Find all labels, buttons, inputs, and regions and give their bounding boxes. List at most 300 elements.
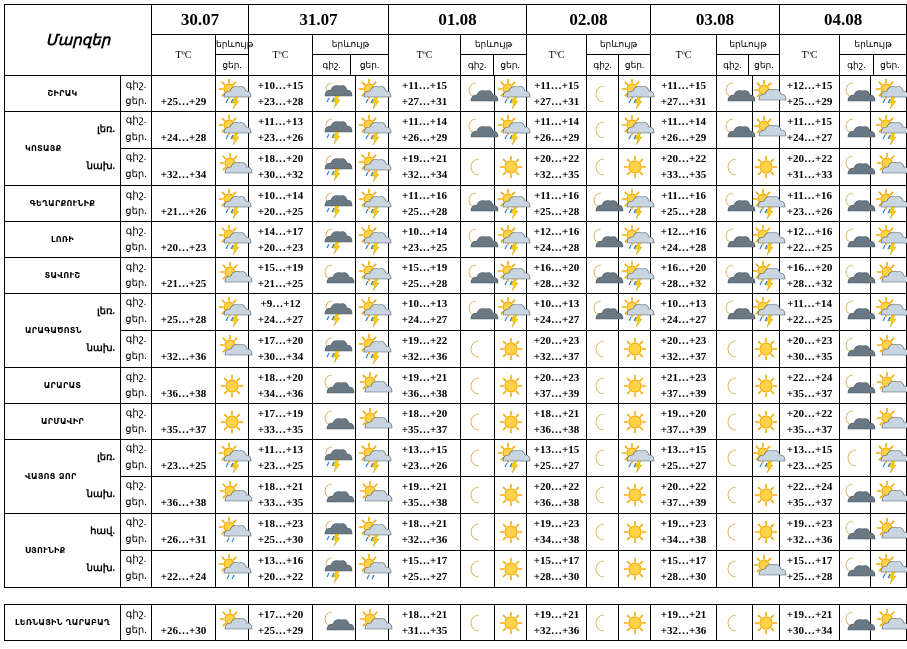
region-name: ՇԻՐԱԿ bbox=[5, 76, 121, 112]
sun-cloud-storm-icon bbox=[876, 227, 902, 253]
sun-icon bbox=[622, 154, 648, 180]
weather-night bbox=[313, 440, 356, 477]
temp-range: +11…+16 +25…+28 bbox=[389, 186, 461, 222]
weather-cell bbox=[216, 368, 249, 404]
temp-range: +11…+14 +22…+25 bbox=[780, 294, 840, 331]
weather-day bbox=[495, 440, 527, 477]
sun-cloud-storm-icon bbox=[753, 227, 779, 253]
moon-icon bbox=[590, 409, 616, 435]
moon-icon bbox=[465, 519, 491, 545]
weather-day bbox=[356, 258, 389, 294]
weather-night bbox=[840, 222, 871, 258]
weather-day bbox=[356, 404, 389, 440]
night-label: գիշ. bbox=[125, 517, 147, 528]
sun-cloud-storm-icon bbox=[219, 227, 245, 253]
moon-icon bbox=[465, 409, 491, 435]
weather-night bbox=[717, 551, 753, 588]
moon-cloud-icon bbox=[842, 154, 868, 180]
weather-night bbox=[461, 186, 495, 222]
sun-icon bbox=[219, 409, 245, 435]
temp-range: +11…+14 +26…+29 bbox=[651, 112, 717, 149]
weather-day bbox=[871, 294, 907, 331]
weather-night bbox=[717, 368, 753, 404]
events-header: երևույթ գիշ. ցեր. bbox=[840, 35, 907, 76]
weather-day bbox=[753, 294, 780, 331]
sun-cloud-icon bbox=[876, 373, 902, 399]
sun-icon bbox=[622, 519, 648, 545]
weather-cell bbox=[216, 477, 249, 514]
region-name: ՍՅՈՒՆԻՔ bbox=[5, 514, 121, 588]
moon-icon bbox=[465, 610, 491, 636]
weather-day bbox=[871, 149, 907, 186]
temp-range: +11…+13 +23…+26 bbox=[249, 112, 313, 149]
time-of-day bbox=[86, 331, 152, 368]
moon-cloud-icon bbox=[321, 482, 347, 508]
weather-day bbox=[356, 440, 389, 477]
sun-cloud-icon bbox=[876, 154, 902, 180]
weather-cell bbox=[216, 76, 249, 112]
sun-cloud-icon bbox=[876, 263, 902, 289]
temp-range: +20…+23 +32…+37 bbox=[527, 331, 587, 368]
sun-cloud-storm-icon bbox=[498, 191, 524, 217]
weather-cell bbox=[216, 112, 249, 149]
moon-cloud-storm-icon bbox=[321, 81, 347, 107]
weather-day bbox=[356, 477, 389, 514]
moon-icon bbox=[590, 445, 616, 471]
weather-cell bbox=[216, 551, 249, 588]
weather-night bbox=[587, 186, 619, 222]
weather-night bbox=[313, 404, 356, 440]
time-of-day bbox=[86, 149, 152, 186]
temp-day: +20…+23 bbox=[152, 222, 216, 258]
sun-cloud-storm-icon bbox=[219, 117, 245, 143]
weather-night bbox=[461, 294, 495, 331]
events-header: երևույթ ցեր. bbox=[216, 35, 249, 76]
night-label: գիշ. bbox=[313, 55, 351, 75]
weather-night bbox=[587, 222, 619, 258]
weather-night bbox=[717, 514, 753, 551]
temp-day: +24…+28 bbox=[152, 112, 216, 149]
weather-night bbox=[840, 331, 871, 368]
temp-range: +20…+22 +31…+33 bbox=[780, 149, 840, 186]
weather-night bbox=[587, 514, 619, 551]
temp-header: TºC bbox=[527, 35, 587, 76]
weather-day bbox=[871, 514, 907, 551]
weather-day bbox=[495, 112, 527, 149]
weather-night bbox=[587, 331, 619, 368]
moon-icon bbox=[465, 482, 491, 508]
weather-night bbox=[717, 112, 753, 149]
weather-day bbox=[753, 112, 780, 149]
temp-range: +9…+12 +24…+27 bbox=[249, 294, 313, 331]
sun-icon bbox=[753, 373, 779, 399]
region-name: ԱՐԱԳԱԾՈՏՆ bbox=[5, 294, 121, 368]
weather-night bbox=[587, 149, 619, 186]
temp-range: +17…+19 +33…+35 bbox=[249, 404, 313, 440]
time-of-day bbox=[121, 258, 152, 294]
sun-cloud-storm-icon bbox=[498, 227, 524, 253]
sun-cloud-storm-icon bbox=[359, 263, 385, 289]
temp-header: TºC bbox=[389, 35, 461, 76]
temp-range: +18…+21 +32…+36 bbox=[389, 514, 461, 551]
temp-range: +11…+14 +26…+29 bbox=[389, 112, 461, 149]
day-label: ցեր. bbox=[125, 277, 147, 289]
sun-cloud-storm-icon bbox=[219, 299, 245, 325]
moon-icon bbox=[842, 445, 868, 471]
weather-night bbox=[461, 551, 495, 588]
temp-range: +20…+23 +30…+35 bbox=[780, 331, 840, 368]
forecast-table bbox=[4, 4, 907, 588]
weather-day bbox=[619, 149, 651, 186]
moon-cloud-storm-icon bbox=[321, 336, 347, 362]
sun-cloud-storm-icon bbox=[876, 556, 902, 582]
temp-range: +10…+14 +20…+25 bbox=[249, 186, 313, 222]
sun-cloud-storm-icon bbox=[622, 299, 648, 325]
weather-night bbox=[313, 112, 356, 149]
table-row bbox=[5, 440, 907, 477]
day-label: ցեր. bbox=[754, 60, 774, 70]
day-label: ցեր. bbox=[125, 314, 147, 325]
weather-night bbox=[461, 477, 495, 514]
weather-night bbox=[717, 331, 753, 368]
weather-night bbox=[840, 112, 871, 149]
weather-day bbox=[871, 404, 907, 440]
sun-icon bbox=[498, 482, 524, 508]
weather-day bbox=[871, 605, 907, 641]
temp-day: +32…+34 bbox=[152, 149, 216, 186]
time-of-day bbox=[121, 222, 152, 258]
weather-cell bbox=[216, 186, 249, 222]
moon-cloud-icon bbox=[842, 482, 868, 508]
day-label: ցեր. bbox=[624, 60, 645, 70]
sun-cloud-storm-icon bbox=[359, 117, 385, 143]
weather-night bbox=[840, 404, 871, 440]
weather-day bbox=[619, 112, 651, 149]
weather-night bbox=[461, 605, 495, 641]
weather-night bbox=[587, 368, 619, 404]
sun-cloud-storm-icon bbox=[359, 191, 385, 217]
time-of-day bbox=[96, 440, 152, 477]
weather-day bbox=[753, 368, 780, 404]
night-label: գիշ. bbox=[717, 55, 749, 75]
sun-cloud-icon bbox=[753, 556, 779, 582]
weather-day bbox=[356, 149, 389, 186]
sun-icon bbox=[753, 336, 779, 362]
weather-night bbox=[313, 605, 356, 641]
sun-icon bbox=[753, 610, 779, 636]
moon-cloud-icon bbox=[842, 556, 868, 582]
temp-range: +18…+21 +33…+35 bbox=[249, 477, 313, 514]
weather-day bbox=[356, 76, 389, 112]
weather-night bbox=[587, 112, 619, 149]
night-label: գիշ. bbox=[461, 55, 494, 75]
night-label: գիշ. bbox=[125, 79, 147, 91]
moon-cloud-icon bbox=[842, 373, 868, 399]
weather-night bbox=[587, 76, 619, 112]
temp-range: +13…+16 +20…+22 bbox=[249, 551, 313, 588]
sun-cloud-rain-icon bbox=[359, 556, 385, 582]
weather-day bbox=[871, 477, 907, 514]
weather-night bbox=[461, 440, 495, 477]
temp-range: +13…+15 +23…+25 bbox=[780, 440, 840, 477]
weather-day bbox=[619, 258, 651, 294]
weather-night bbox=[840, 149, 871, 186]
moon-cloud-icon bbox=[321, 263, 347, 289]
temp-range: +11…+15 +27…+31 bbox=[527, 76, 587, 112]
temp-range: +16…+20 +28…+32 bbox=[780, 258, 840, 294]
weather-night bbox=[840, 368, 871, 404]
night-label: գիշ. bbox=[125, 152, 147, 163]
sun-icon bbox=[753, 154, 779, 180]
weather-day bbox=[495, 149, 527, 186]
moon-icon bbox=[722, 610, 748, 636]
weather-day bbox=[619, 294, 651, 331]
temp-range: +11…+15 +27…+31 bbox=[389, 76, 461, 112]
day-label: ցեր. bbox=[359, 60, 380, 70]
temp-day: +25…+29 bbox=[152, 76, 216, 112]
weather-cell bbox=[216, 149, 249, 186]
weather-day bbox=[619, 331, 651, 368]
moon-cloud-icon bbox=[590, 191, 616, 217]
day-label: ցեր. bbox=[125, 497, 147, 508]
table-row bbox=[5, 477, 907, 514]
temp-range: +17…+20 +30…+34 bbox=[249, 331, 313, 368]
moon-icon bbox=[722, 154, 748, 180]
temp-range: +11…+16 +25…+28 bbox=[527, 186, 587, 222]
moon-cloud-icon bbox=[722, 227, 748, 253]
day-label: ցեր. bbox=[125, 624, 147, 636]
weather-night bbox=[840, 76, 871, 112]
events-header: երևույթ գիշ. ցեր. bbox=[717, 35, 780, 76]
moon-cloud-storm-icon bbox=[321, 191, 347, 217]
date-header: 03.08 bbox=[651, 5, 780, 35]
region-name: ԳԵՂԱՐՔՈՒՆԻՔ bbox=[5, 186, 121, 222]
night-label: գիշ. bbox=[125, 407, 147, 419]
weather-day bbox=[871, 258, 907, 294]
weather-night bbox=[840, 440, 871, 477]
temp-range: +15…+17 +28…+30 bbox=[651, 551, 717, 588]
weather-night bbox=[717, 404, 753, 440]
weather-day bbox=[356, 368, 389, 404]
sun-cloud-storm-icon bbox=[622, 191, 648, 217]
weather-day bbox=[619, 477, 651, 514]
sun-icon bbox=[753, 409, 779, 435]
events-header: երևույթ գիշ. ցեր. bbox=[461, 35, 527, 76]
weather-day bbox=[753, 404, 780, 440]
events-header: երևույթ գիշ. ցեր. bbox=[587, 35, 651, 76]
weather-cell bbox=[216, 514, 249, 551]
temp-range: +19…+21 +32…+34 bbox=[389, 149, 461, 186]
moon-cloud-icon bbox=[722, 81, 748, 107]
weather-night bbox=[313, 551, 356, 588]
weather-night bbox=[461, 514, 495, 551]
sun-cloud-storm-icon bbox=[622, 81, 648, 107]
table-row bbox=[5, 112, 907, 149]
weather-day bbox=[619, 605, 651, 641]
weather-night bbox=[587, 551, 619, 588]
night-label: գիշ. bbox=[125, 261, 147, 273]
weather-night bbox=[313, 368, 356, 404]
time-of-day bbox=[86, 477, 152, 514]
date-header: 30.07 bbox=[152, 5, 249, 35]
day-label: ցեր. bbox=[500, 60, 520, 70]
weather-night bbox=[313, 76, 356, 112]
weather-day bbox=[871, 368, 907, 404]
temp-range: +19…+23 +34…+38 bbox=[651, 514, 717, 551]
weather-night bbox=[717, 186, 753, 222]
temp-range: +11…+13 +23…+25 bbox=[249, 440, 313, 477]
temp-day: +26…+30 bbox=[152, 605, 216, 641]
table-row bbox=[5, 605, 907, 641]
weather-day bbox=[356, 186, 389, 222]
sun-icon bbox=[622, 409, 648, 435]
sun-cloud-icon bbox=[359, 482, 385, 508]
temp-range: +12…+16 +24…+28 bbox=[527, 222, 587, 258]
sun-cloud-icon bbox=[753, 81, 779, 107]
sun-cloud-storm-icon bbox=[622, 263, 648, 289]
weather-night bbox=[717, 222, 753, 258]
sun-cloud-storm-icon bbox=[753, 299, 779, 325]
sun-cloud-rain-icon bbox=[219, 519, 245, 545]
weather-day bbox=[753, 477, 780, 514]
weather-day bbox=[619, 368, 651, 404]
temp-range: +12…+16 +22…+25 bbox=[780, 222, 840, 258]
temp-range: +19…+21 +36…+38 bbox=[389, 368, 461, 404]
moon-icon bbox=[590, 154, 616, 180]
sun-icon bbox=[622, 336, 648, 362]
temp-range: +18…+21 +36…+38 bbox=[527, 404, 587, 440]
temp-range: +13…+15 +25…+27 bbox=[527, 440, 587, 477]
weather-night bbox=[461, 331, 495, 368]
sun-cloud-icon bbox=[876, 610, 902, 636]
temp-range: +18…+20 +35…+37 bbox=[389, 404, 461, 440]
sun-cloud-icon bbox=[219, 336, 245, 362]
temp-range: +20…+22 +36…+38 bbox=[527, 477, 587, 514]
weather-cell bbox=[216, 605, 249, 641]
sun-cloud-icon bbox=[219, 263, 245, 289]
temp-range: +20…+22 +37…+39 bbox=[651, 477, 717, 514]
time-of-day bbox=[96, 294, 152, 331]
weather-day bbox=[619, 76, 651, 112]
region-name: ԱՐԱՐԱՏ bbox=[5, 368, 121, 404]
night-label: գիշ. bbox=[125, 480, 147, 491]
weather-night bbox=[717, 258, 753, 294]
day-label: ցեր. bbox=[125, 423, 147, 435]
weather-day bbox=[619, 404, 651, 440]
temp-range: +20…+22 +32…+35 bbox=[527, 149, 587, 186]
table-row bbox=[5, 258, 907, 294]
temp-day: +21…+25 bbox=[152, 258, 216, 294]
subregion-label: լեռ. bbox=[96, 452, 115, 463]
weather-cell bbox=[216, 258, 249, 294]
sun-icon bbox=[622, 482, 648, 508]
temp-range: +19…+21 +30…+34 bbox=[780, 605, 840, 641]
weather-day bbox=[356, 551, 389, 588]
weather-day bbox=[871, 76, 907, 112]
day-label: ցեր. bbox=[125, 460, 147, 471]
moon-cloud-icon bbox=[590, 299, 616, 325]
weather-night bbox=[461, 368, 495, 404]
weather-night bbox=[840, 605, 871, 641]
sun-cloud-icon bbox=[219, 482, 245, 508]
moon-cloud-storm-icon bbox=[321, 445, 347, 471]
sun-icon bbox=[498, 556, 524, 582]
temp-day: +21…+26 bbox=[152, 186, 216, 222]
weather-night bbox=[840, 551, 871, 588]
subregion-label: նախ. bbox=[86, 563, 115, 574]
day-label: ցեր. bbox=[125, 95, 147, 107]
weather-day bbox=[495, 258, 527, 294]
moon-cloud-icon bbox=[321, 610, 347, 636]
sun-icon bbox=[622, 373, 648, 399]
sun-cloud-storm-icon bbox=[622, 117, 648, 143]
sun-cloud-rain-icon bbox=[219, 556, 245, 582]
moon-icon bbox=[722, 445, 748, 471]
temp-range: +22…+24 +35…+37 bbox=[780, 477, 840, 514]
weather-day bbox=[619, 551, 651, 588]
temp-range: +11…+16 +25…+28 bbox=[651, 186, 717, 222]
moon-cloud-storm-icon bbox=[321, 519, 347, 545]
time-of-day bbox=[121, 404, 152, 440]
weather-night bbox=[717, 149, 753, 186]
table-row bbox=[5, 514, 907, 551]
sun-cloud-storm-icon bbox=[498, 117, 524, 143]
night-label: գիշ. bbox=[125, 554, 147, 565]
moon-icon bbox=[590, 556, 616, 582]
temp-range: +19…+21 +32…+36 bbox=[651, 605, 717, 641]
weather-cell bbox=[216, 331, 249, 368]
temp-range: +20…+22 +33…+35 bbox=[651, 149, 717, 186]
weather-night bbox=[587, 258, 619, 294]
moon-icon bbox=[465, 154, 491, 180]
table-row bbox=[5, 551, 907, 588]
moon-cloud-icon bbox=[842, 117, 868, 143]
moon-cloud-storm-icon bbox=[321, 117, 347, 143]
weather-day bbox=[753, 331, 780, 368]
sun-cloud-storm-icon bbox=[622, 227, 648, 253]
temp-day: +23…+25 bbox=[152, 440, 216, 477]
moon-icon bbox=[590, 373, 616, 399]
moon-cloud-icon bbox=[842, 299, 868, 325]
moon-cloud-icon bbox=[590, 227, 616, 253]
moon-icon bbox=[722, 482, 748, 508]
temp-range: +18…+21 +31…+35 bbox=[389, 605, 461, 641]
weather-day bbox=[495, 368, 527, 404]
sun-cloud-storm-icon bbox=[876, 117, 902, 143]
weather-day bbox=[753, 551, 780, 588]
moon-cloud-icon bbox=[842, 191, 868, 217]
weather-night bbox=[717, 440, 753, 477]
weather-night bbox=[840, 294, 871, 331]
weather-night bbox=[587, 440, 619, 477]
weather-day bbox=[495, 514, 527, 551]
sun-cloud-storm-icon bbox=[359, 154, 385, 180]
temp-range: +10…+13 +24…+27 bbox=[527, 294, 587, 331]
moon-cloud-icon bbox=[722, 117, 748, 143]
temp-range: +18…+20 +34…+36 bbox=[249, 368, 313, 404]
region-name: ՎԱՅՈՑ ՁՈՐ bbox=[5, 440, 121, 514]
temp-range: +15…+19 +21…+25 bbox=[249, 258, 313, 294]
weather-day bbox=[495, 477, 527, 514]
moon-cloud-icon bbox=[842, 227, 868, 253]
moon-cloud-icon bbox=[465, 117, 491, 143]
sun-cloud-storm-icon bbox=[876, 191, 902, 217]
temp-range: +19…+21 +35…+38 bbox=[389, 477, 461, 514]
weather-day bbox=[495, 404, 527, 440]
weather-night bbox=[313, 331, 356, 368]
moon-cloud-icon bbox=[842, 81, 868, 107]
sun-cloud-storm-icon bbox=[498, 263, 524, 289]
